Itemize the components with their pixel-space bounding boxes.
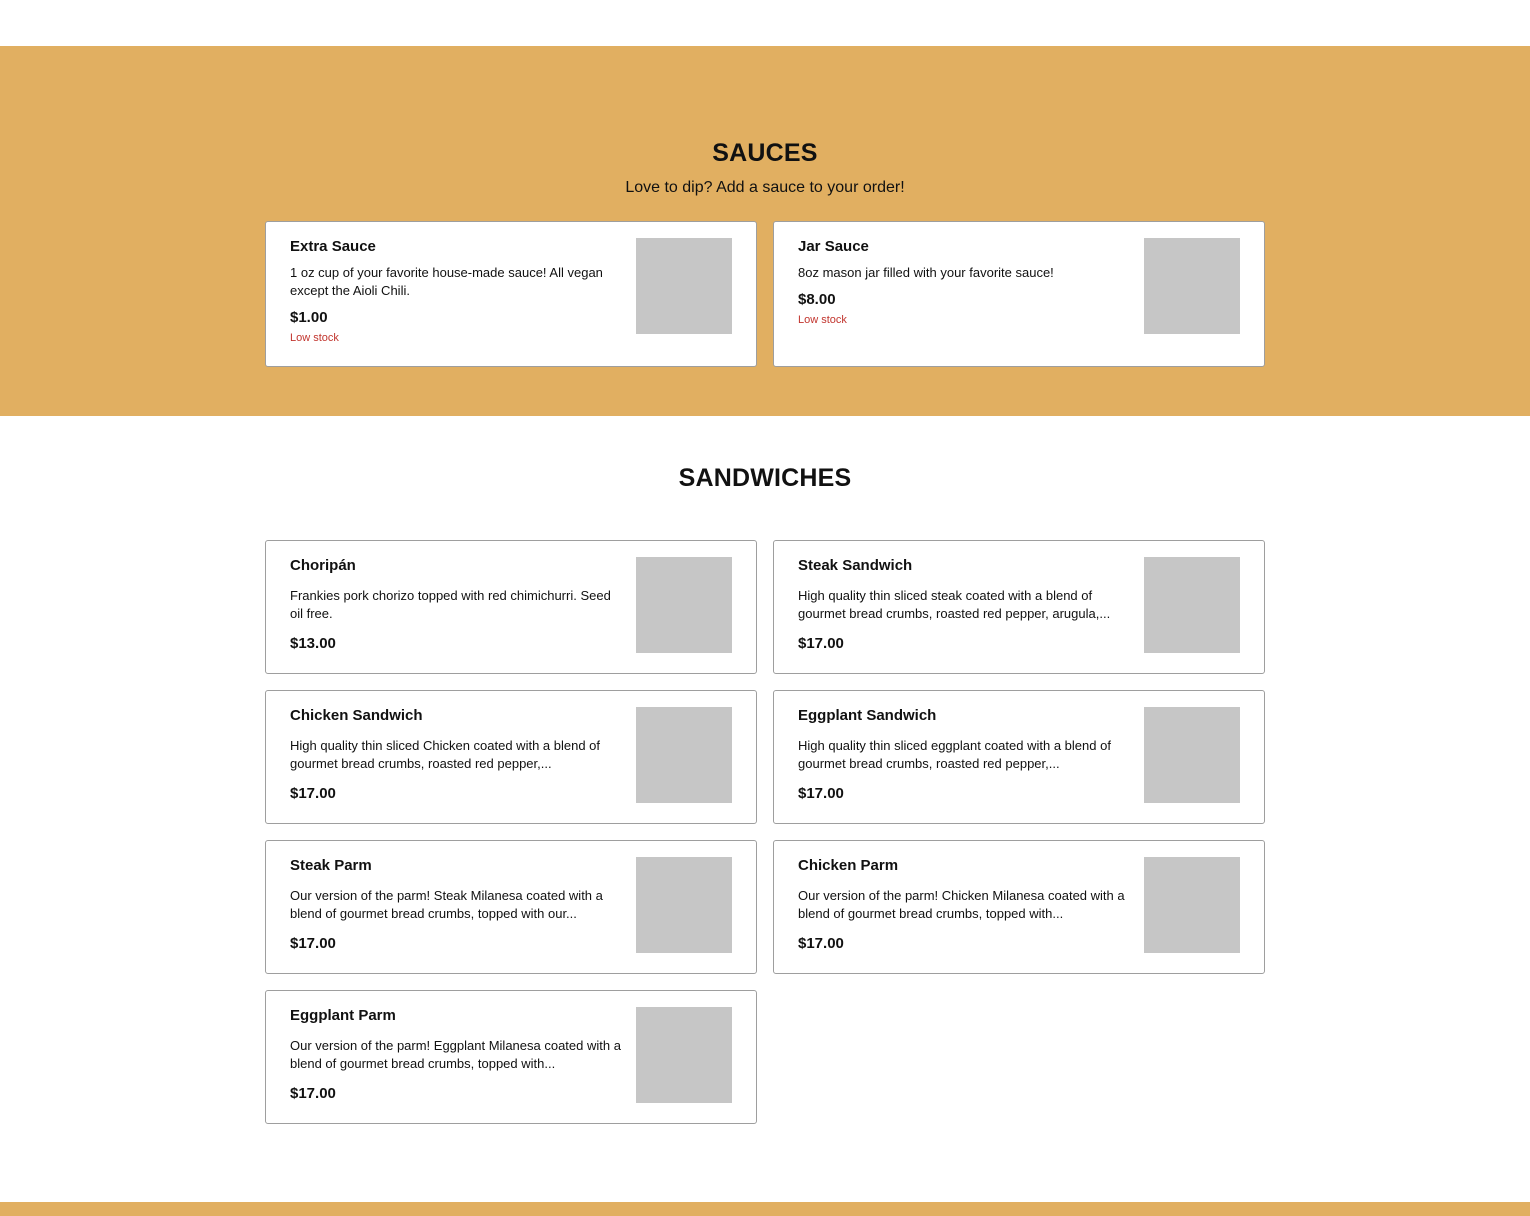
item-name: Choripán — [290, 557, 356, 574]
item-name: Eggplant Parm — [290, 1007, 396, 1024]
item-image-placeholder — [636, 557, 732, 653]
menu-item-card[interactable] — [265, 990, 757, 1124]
item-price: $13.00 — [290, 635, 336, 652]
item-image-placeholder — [1144, 707, 1240, 803]
item-price: $17.00 — [798, 935, 844, 952]
item-image-placeholder — [636, 857, 732, 953]
item-price: $17.00 — [798, 635, 844, 652]
item-description: High quality thin sliced steak coated with a blend of gourmet bread crumbs, roasted red pepper, arugula,... — [798, 588, 1111, 621]
menu-item-card[interactable] — [265, 840, 757, 974]
item-price: $1.00 — [290, 309, 328, 326]
item-image-placeholder — [1144, 238, 1240, 334]
item-description: High quality thin sliced Chicken coated with a blend of gourmet bread crumbs, roasted red pepper,... — [290, 738, 601, 771]
item-name: Eggplant Sandwich — [798, 707, 937, 724]
item-name: Steak Sandwich — [798, 557, 913, 574]
item-description: Our version of the parm! Steak Milanesa coated with a blend of gourmet bread crumbs, topped with our... — [290, 888, 603, 921]
menu-item-card[interactable] — [773, 221, 1265, 367]
item-price: $17.00 — [290, 935, 336, 952]
item-description: 1 oz cup of your favorite house-made sauce! All vegan except the Aioli Chili. — [290, 265, 603, 298]
item-description: 8oz mason jar filled with your favorite sauce! — [798, 265, 1054, 280]
item-price: $17.00 — [290, 785, 336, 802]
sandwiches-title: SANDWICHES — [678, 464, 852, 492]
sauces-subtitle: Love to dip? Add a sauce to your order! — [625, 179, 905, 196]
item-image-placeholder — [1144, 557, 1240, 653]
item-description: High quality thin sliced eggplant coated with a blend of gourmet bread crumbs, roasted red pepper,... — [798, 738, 1111, 771]
menu-item-card[interactable] — [773, 690, 1265, 824]
item-description: Our version of the parm! Eggplant Milanesa coated with a blend of gourmet bread crumbs, topped with... — [290, 1038, 621, 1071]
item-name: Chicken Parm — [798, 857, 899, 874]
footer-band — [0, 1202, 1530, 1216]
item-description: Our version of the parm! Chicken Milanesa coated with a blend of gourmet bread crumbs, topped with... — [798, 888, 1125, 921]
sandwiches-grid — [265, 540, 1265, 1124]
sandwiches-section — [0, 416, 1530, 1202]
sauces-section — [0, 46, 1530, 416]
item-price: $8.00 — [798, 291, 836, 308]
menu-item-card[interactable] — [773, 840, 1265, 974]
item-name: Jar Sauce — [798, 238, 869, 255]
menu-item-card[interactable] — [265, 540, 757, 674]
sauces-title: SAUCES — [712, 139, 818, 167]
item-image-placeholder — [636, 707, 732, 803]
item-price: $17.00 — [798, 785, 844, 802]
item-name: Extra Sauce — [290, 238, 376, 255]
item-name: Chicken Sandwich — [290, 707, 423, 724]
stock-badge: Low stock — [798, 314, 847, 326]
menu-item-card[interactable] — [265, 690, 757, 824]
item-image-placeholder — [1144, 857, 1240, 953]
top-spacer — [0, 0, 1530, 46]
menu-item-card[interactable] — [265, 221, 757, 367]
item-image-placeholder — [636, 238, 732, 334]
item-name: Steak Parm — [290, 857, 372, 874]
item-image-placeholder — [636, 1007, 732, 1103]
menu-item-card[interactable] — [773, 540, 1265, 674]
sauces-grid — [265, 221, 1265, 367]
stock-badge: Low stock — [290, 332, 339, 344]
item-description: Frankies pork chorizo topped with red chimichurri. Seed oil free. — [290, 588, 611, 621]
item-price: $17.00 — [290, 1085, 336, 1102]
